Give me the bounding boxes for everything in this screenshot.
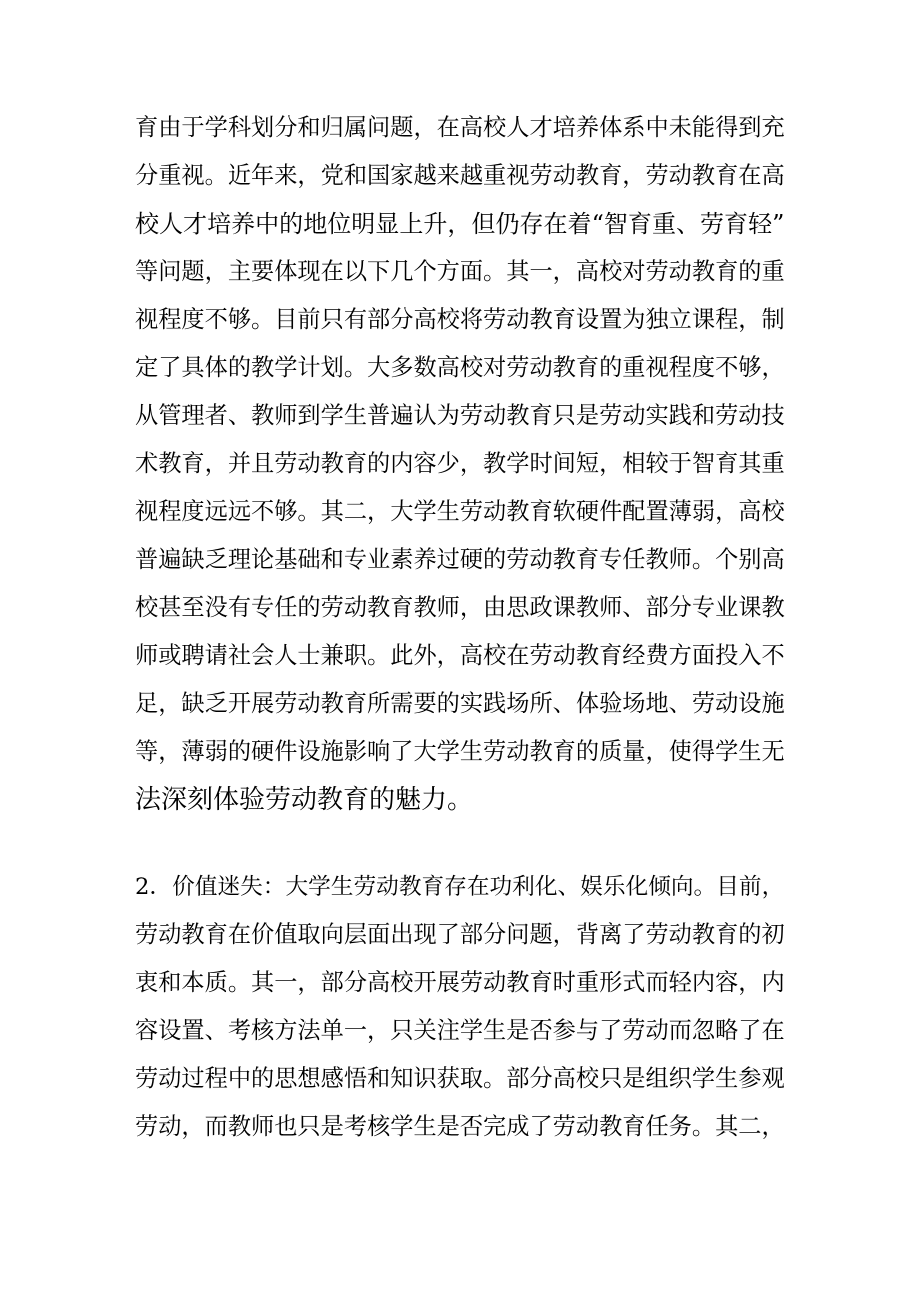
text-line: 2．价值迷失：大学生劳动教育存在功利化、娱乐化倾向。目前， [135, 874, 785, 900]
text-line: 分重视。近年来，党和国家越来越重视劳动教育，劳动教育在高 [135, 162, 785, 189]
text-line: 普遍缺乏理论基础和专业素养过硬的劳动教育专任教师。个别高 [135, 546, 785, 573]
text-line: 定了具体的教学计划。大多数高校对劳动教育的重视程度不够， [135, 354, 785, 381]
text-line: 育由于学科划分和归属问题，在高校人才培养体系中未能得到充 [135, 114, 785, 141]
text-line: 视程度远远不够。其二，大学生劳动教育软硬件配置薄弱，高校 [135, 498, 785, 525]
text-line: 等问题，主要体现在以下几个方面。其一，高校对劳动教育的重 [135, 258, 785, 285]
text-line: 校人才培养中的地位明显上升，但仍存在着“智育重、劳育轻” [135, 210, 785, 238]
text-line: 衷和本质。其一，部分高校开展劳动教育时重形式而轻内容，内 [135, 969, 785, 996]
text-line: 从管理者、教师到学生普遍认为劳动教育只是劳动实践和劳动技 [135, 402, 785, 429]
text-line: 等，薄弱的硬件设施影响了大学生劳动教育的质量，使得学生无 [135, 738, 785, 765]
text-line: 足，缺乏开展劳动教育所需要的实践场所、体验场地、劳动设施 [135, 690, 785, 717]
text-line: 劳动教育在价值取向层面出现了部分问题，背离了劳动教育的初 [135, 921, 785, 948]
text-line: 劳动，而教师也只是考核学生是否完成了劳动教育任务。其二， [135, 1113, 785, 1140]
text-line: 容设置、考核方法单一，只关注学生是否参与了劳动而忽略了在 [135, 1017, 785, 1044]
text-line: 师或聘请社会人士兼职。此外，高校在劳动教育经费方面投入不 [135, 642, 785, 669]
text-line: 术教育，并且劳动教育的内容少，教学时间短，相较于智育其重 [135, 450, 785, 477]
text-line: 劳动过程中的思想感悟和知识获取。部分高校只是组织学生参观 [135, 1065, 785, 1092]
text-line: 视程度不够。目前只有部分高校将劳动教育设置为独立课程，制 [135, 306, 785, 333]
text-line: 校甚至没有专任的劳动教育教师，由思政课教师、部分专业课教 [135, 594, 785, 621]
text-line: 法深刻体验劳动教育的魅力。 [135, 785, 474, 815]
